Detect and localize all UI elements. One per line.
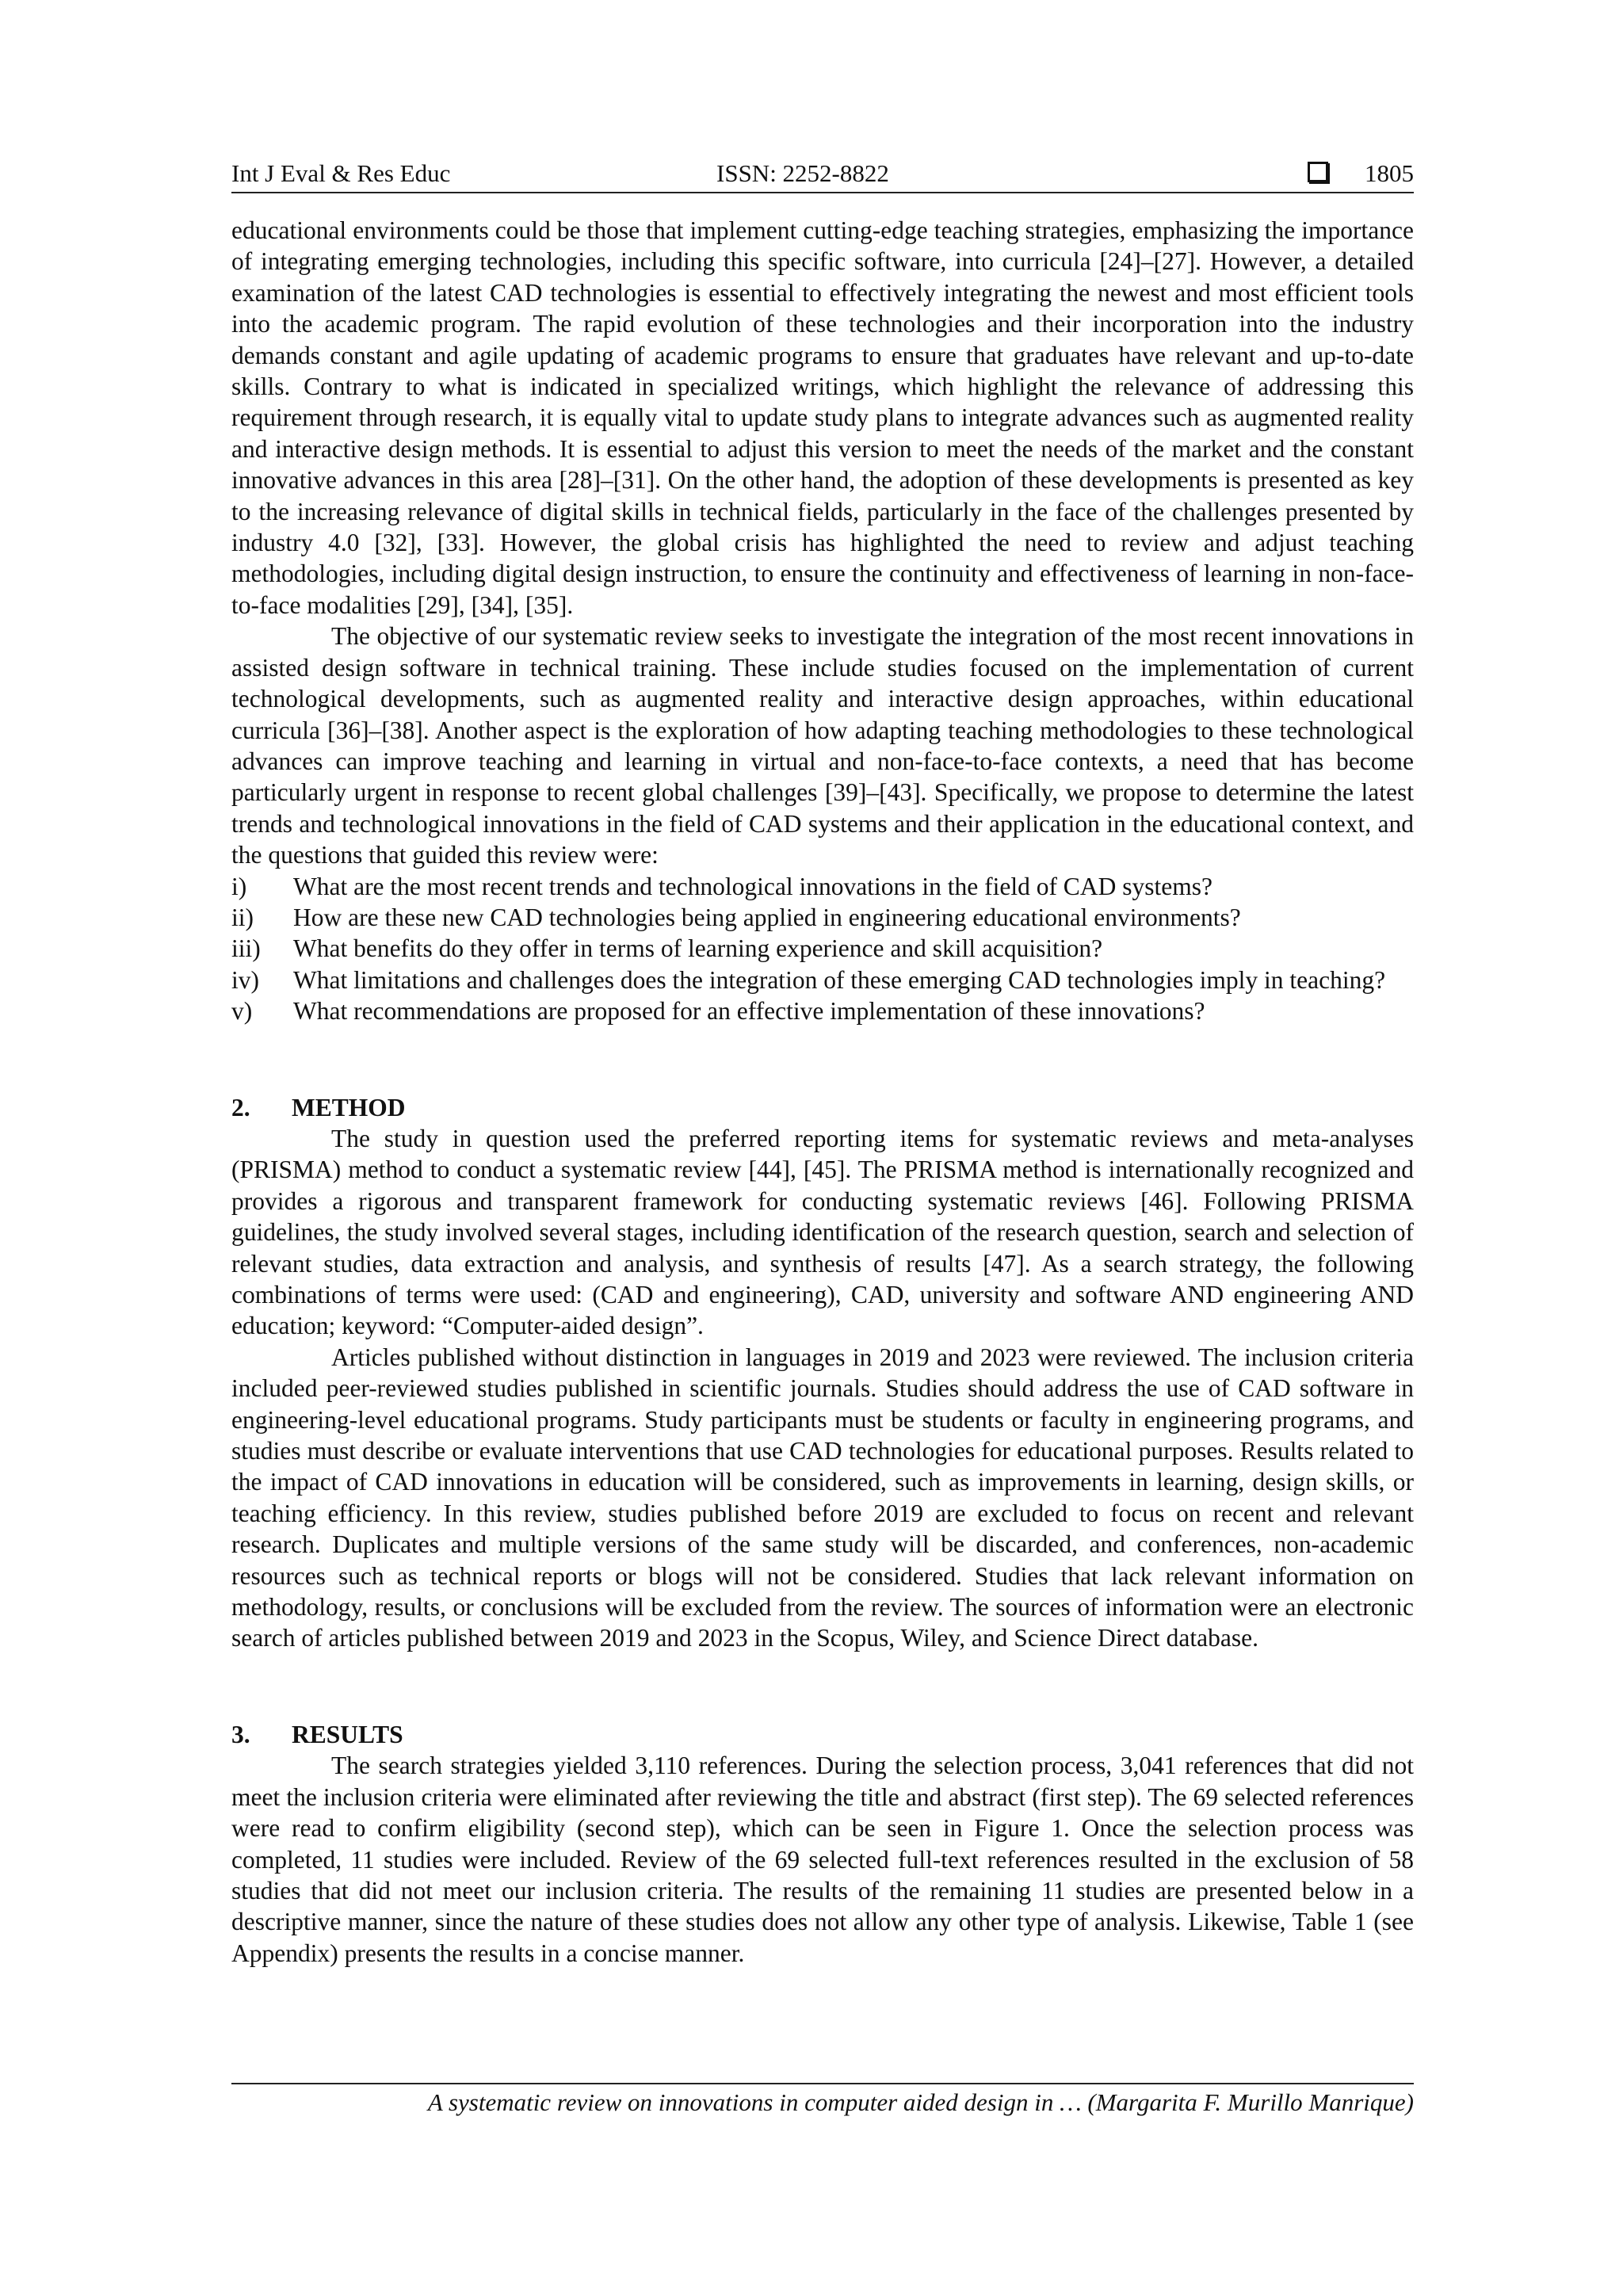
question-text: What recommendations are proposed for an effective implementation of these innovations? xyxy=(293,997,1205,1026)
question-number: i) xyxy=(231,872,247,900)
journal-name: Int J Eval & Res Educ xyxy=(231,159,451,187)
running-title: A systematic review on innovations in computer aided design in … (Margarita F. Murillo Manrique) xyxy=(427,2088,1414,2116)
running-header xyxy=(231,155,1414,193)
intro-paragraph-1: educational environments could be those that implement cutting-edge teaching strategies, emphasizing the importance of integrating emerging technologies, including this specific software, into curricula [24]–[27]. However, a detailed examination of the latest CAD technologies is essential to effectively integrating the newest and most efficient tools into the academic program. The rapid evolution of these technologies and their incorporation into the industry demands constant and agile updating of academic programs to ensure that graduates have relevant and up-to-date skills. Contrary to what is indicated in specialized writings, which highlight the relevance of addressing this requirement through research, it is equally vital to update study plans to integrate advances such as augmented reality and interactive design methods. It is essential to adjust this version to meet the needs of the market and the constant innovative advances in this area [28]–[31]. On the other hand, the adoption of these developments is presented as key to the increasing relevance of digital skills in technical fields, particularly in the face of the challenges presented by industry 4.0 [32], [33]. However, the global crisis has highlighted the need to review and adjust teaching methodologies, including digital design instruction, to ensure the continuity and effectiveness of learning in non-face-to-face modalities [29], [34], [35]. xyxy=(231,216,1414,619)
question-text: How are these new CAD technologies being applied in engineering educational environments? xyxy=(293,903,1241,931)
question-text: What benefits do they offer in terms of learning experience and skill acquisition? xyxy=(293,934,1103,963)
research-question xyxy=(231,995,1414,1026)
research-questions-list xyxy=(231,871,1414,1027)
research-question xyxy=(231,902,1414,933)
question-text: What limitations and challenges does the integration of these emerging CAD technologies imply in teaching? xyxy=(293,965,1386,994)
question-number: v) xyxy=(231,997,253,1026)
research-question xyxy=(231,933,1414,964)
question-number: ii) xyxy=(231,903,254,931)
question-text: What are the most recent trends and technological innovations in the field of CAD systems? xyxy=(293,872,1212,900)
results-paragraph-1: The search strategies yielded 3,110 references. During the selection process, 3,041 references that did not meet the inclusion criteria were eliminated after reviewing the title and abstract (first step). The 69 selected references were read to confirm eligibility (second step), which can be seen in Figure 1. Once the selection process was completed, 11 studies were included. Review of the 69 selected full-text references resulted in the exclusion of 58 studies that did not meet our inclusion criteria. The results of the remaining 11 studies are presented below in a descriptive manner, since the nature of these studies does not allow any other type of analysis. Likewise, Table 1 (see Appendix) presents the results in a concise manner. xyxy=(231,1752,1414,1967)
research-question xyxy=(231,871,1414,902)
section-title: METHOD xyxy=(292,1093,406,1121)
section-gap xyxy=(231,1027,1414,1092)
question-number: iii) xyxy=(231,934,261,963)
page-number: 1805 xyxy=(1365,159,1414,187)
square-box-icon xyxy=(1308,162,1328,182)
intro-paragraph-2: The objective of our systematic review seeks to investigate the integration of the most recent innovations in assisted design software in technical training. These include studies focused on the implementation of current technological developments, such as augmented reality and interactive design approaches, within educational curricula [36]–[38]. Another aspect is the exploration of how adapting teaching methodologies to these technological advances can improve teaching and learning in virtual and non-face-to-face contexts, a need that has become particularly urgent in response to recent global challenges [39]–[43]. Specifically, we propose to determine the latest trends and technological innovations in the field of CAD systems and their application in the educational context, and the questions that guided this review were: xyxy=(231,622,1414,869)
section-title: RESULTS xyxy=(292,1720,403,1748)
section-number: 2. xyxy=(231,1093,250,1121)
issn: ISSN: 2252-8822 xyxy=(716,159,889,187)
method-paragraph-1: The study in question used the preferred reporting items for systematic reviews and meta-analyses (PRISMA) method to conduct a systematic review [44], [45]. The PRISMA method is internationally recognized and provides a rigorous and transparent framework for conducting systematic reviews [46]. Following PRISMA guidelines, the study involved several stages, including identification of the research question, search and selection of relevant studies, data extraction and analysis, and synthesis of results [47]. As a search strategy, the following combinations of terms were used: (CAD and engineering), CAD, university and software AND engineering AND education; keyword: “Computer-aided design”. xyxy=(231,1124,1414,1340)
section-number: 3. xyxy=(231,1720,250,1748)
method-paragraph-2: Articles published without distinction in languages in 2019 and 2023 were reviewed. The inclusion criteria included peer-reviewed studies published in scientific journals. Studies should address the use of CAD software in engineering-level educational programs. Study participants must be students or faculty in engineering programs, and studies must describe or evaluate interventions that use CAD technologies for educational purposes. Results related to the impact of CAD innovations in education will be considered, such as improvements in learning, design skills, or teaching efficiency. In this review, studies published before 2019 are excluded to focus on recent and relevant research. Duplicates and multiple versions of the same study will be discarded, and conferences, non-academic resources such as technical reports or blogs will not be considered. Studies that lack relevant information on methodology, results, or conclusions will be excluded from the review. The sources of information were an electronic search of articles published between 2019 and 2023 in the Scopus, Wiley, and Science Direct database. xyxy=(231,1343,1414,1652)
section-gap xyxy=(231,1654,1414,1719)
main-body xyxy=(231,215,1414,1969)
results-heading xyxy=(231,1719,1414,1750)
research-question xyxy=(231,965,1414,995)
running-footer xyxy=(231,2083,1414,2121)
question-number: iv) xyxy=(231,965,259,994)
method-heading xyxy=(231,1092,1414,1123)
